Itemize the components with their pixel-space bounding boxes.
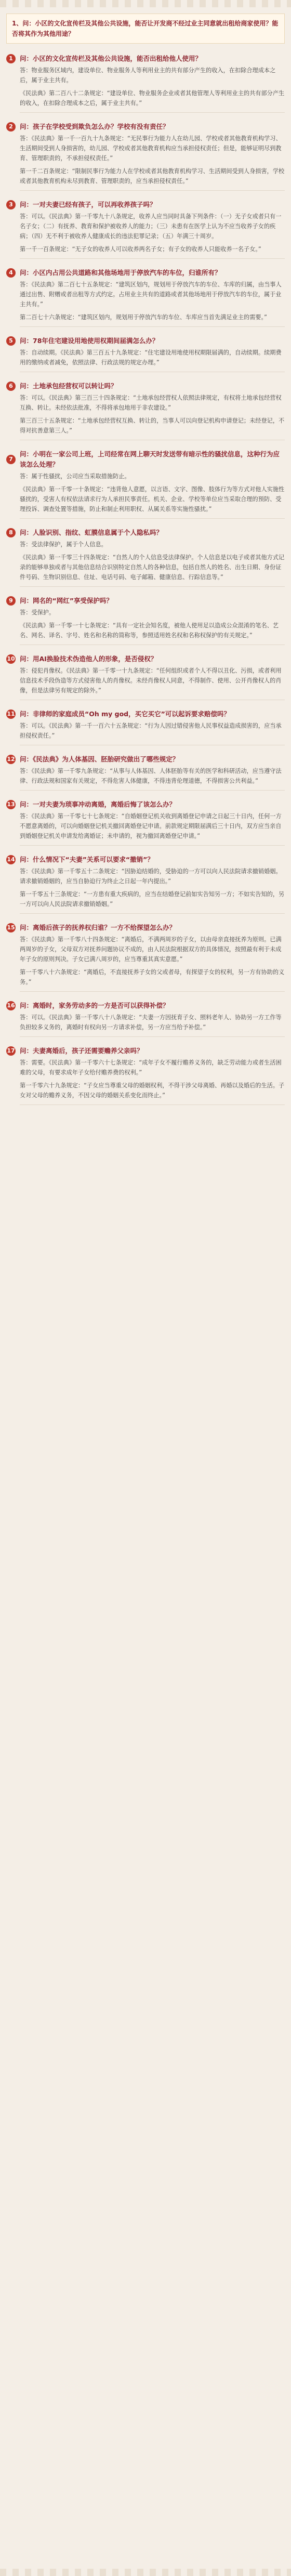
answer-paragraph: 第二百七十六条规定：“建筑区划内，规划用于停放汽车的车位、车库应当首先满足业主的需要。”: [20, 314, 267, 321]
intro-text: 1、问：小区的文化宣传栏及其他公共设施，能否让开发商不经过业主同意就出租给商家使用？能否将其作为其他用途？: [12, 20, 279, 37]
question-text: 问：78年住宅建设用地使用权期间届满怎么办？: [20, 337, 159, 345]
question: [6, 379, 285, 393]
question-text: 问：孩子在学校受到欺负怎么办？学校有没有责任？: [20, 123, 169, 130]
question-number: 16: [6, 1001, 16, 1010]
answer-paragraph: 第一千一百条规定：“无子女的收养人可以收养两名子女；有子女的收养人只能收养一名子女。”: [20, 246, 261, 253]
question-text: 问：土地承包经营权可以转让吗？: [20, 382, 117, 390]
qa-item: [6, 120, 285, 191]
answer: [20, 280, 285, 322]
qa-item: [6, 379, 285, 440]
question-number: 2: [6, 122, 16, 132]
qa-item: [6, 652, 285, 700]
question-number: 1: [6, 54, 16, 63]
answer: [20, 1058, 285, 1100]
question: [6, 798, 285, 811]
question-number: 3: [6, 200, 16, 209]
divider: [20, 845, 285, 846]
answer-paragraph: 答：属于性骚扰，公司应当采取措施防止。: [20, 473, 130, 480]
top-border: [0, 0, 291, 7]
question-text: 问：什么情况下“夫妻”关系可以要求“撤销”？: [20, 856, 154, 863]
question: [6, 753, 285, 766]
answer-paragraph: 第三百三十五条规定：“土地承包经营权互换、转让的，当事人可以向登记机构申请登记；未经登记，不得对抗善意第三人。”: [20, 417, 285, 434]
answer-paragraph: 《民法典》第一千零三十四条规定：“自然人的个人信息受法律保护。个人信息是以电子或者其他方式记录的能够单独或者与其他信息结合识别特定自然人的各种信息，包括自然人的姓名、出生日期、身份证件号码、生物识别信息、住址、电话号码、电子邮箱、健康信息、行踪信息等。”: [20, 554, 285, 581]
qa-item: [6, 52, 285, 113]
question-number: 9: [6, 596, 16, 606]
answer-paragraph: 答：可以。《民法典》第一千零八十八条规定：“夫妻一方因抚育子女、照料老年人、协助另一方工作等负担较多义务的，离婚时有权向另一方请求补偿，另一方应当给予补偿。”: [20, 1014, 282, 1031]
qa-item: [6, 526, 285, 587]
qa-list: [6, 52, 285, 1105]
question-text: 问：小明在一家公司上班，上司经常在网上聊天时发送带有暗示性的骚扰信息，这种行为应该怎么处理？: [20, 450, 280, 468]
answer: [20, 1013, 285, 1032]
answer: [20, 666, 285, 695]
qa-item: [6, 753, 285, 791]
question-number: 17: [6, 1046, 16, 1056]
question: [6, 999, 285, 1013]
answer: [20, 393, 285, 436]
question-text: 问：夫妻离婚后，孩子还需要赡养父亲吗？: [20, 1047, 143, 1055]
answer-paragraph: 答：《民法典》第二百七十五条规定：“建筑区划内，规划用于停放汽车的车位、车库的归属，由当事人通过出售、附赠或者出租等方式约定。占用业主共有的道路或者其他场地用于停放汽车的车位，属于业主共有。”: [20, 281, 282, 308]
qa-item: [6, 198, 285, 259]
qa-item: [6, 707, 285, 745]
answer-paragraph: 答：《民法典》第一千零七十七条规定：“自婚姻登记机关收到离婚登记申请之日起三十日内，任何一方不愿意离婚的，可以向婚姻登记机关撤回离婚登记申请。前款规定期限届满后三十日内，双方应当亲自到婚姻登记机关申请发给离婚证；未申请的，视为撤回离婚登记申请。”: [20, 813, 282, 839]
question-text: 问：非律师的家庭成员“Oh my god，买它买它”可以起诉要求赔偿吗？: [20, 710, 230, 718]
answer: [20, 65, 285, 108]
question-number: 6: [6, 382, 16, 391]
question-text: 问：一对夫妻已经有孩子，可以再收养孩子吗？: [20, 201, 156, 208]
answer-paragraph: 第一千二百条规定：“限制民事行为能力人在学校或者其他教育机构学习、生活期间受到人身损害，学校或者其他教育机构未尽到教育、管理职责的，应当承担侵权责任。”: [20, 168, 285, 185]
qa-item: [6, 853, 285, 914]
question: [6, 52, 285, 65]
question-number: 12: [6, 755, 16, 764]
qa-item: [6, 448, 285, 519]
question-text: 问：小区的文化宣传栏及其他公共设施，能否出租给他人使用？: [20, 55, 202, 62]
question-text: 问：网名的“网红”享受保护吗？: [20, 597, 113, 604]
answer-paragraph: 答：侵犯肖像权。《民法典》第一千零一十九条规定：“任何组织或者个人不得以丑化、污损，或者利用信息技术手段伪造等方式侵害他人的肖像权。未经肖像权人同意，不得制作、使用、公开肖像权人的肖像，但是法律另有规定的除外。”: [20, 667, 282, 694]
divider: [20, 790, 285, 791]
intro-banner: [6, 14, 285, 44]
answer: [20, 935, 285, 987]
question: [6, 334, 285, 348]
answer: [20, 766, 285, 786]
answer: [20, 866, 285, 909]
answer-paragraph: 第一千零六十九条规定：“子女应当尊重父母的婚姻权利，不得干涉父母离婚、再婚以及婚后的生活。子女对父母的赡养义务，不因父母的婚姻关系变化而终止。”: [20, 1082, 285, 1099]
answer: [20, 608, 285, 640]
answer-paragraph: 答：物业服务区域内，建设单位、物业服务人等利用业主的共有部分产生的收入，在扣除合理成本之后，属于业主共有。: [20, 67, 276, 84]
qa-item: [6, 594, 285, 645]
question: [6, 594, 285, 608]
question-number: 4: [6, 268, 16, 278]
question-number: 5: [6, 336, 16, 346]
question-number: 15: [6, 923, 16, 932]
answer-paragraph: 答：《民法典》第一千零五十二条规定：“因胁迫结婚的，受胁迫的一方可以向人民法院请求撤销婚姻。请求撤销婚姻的，应当自胁迫行为终止之日起一年内提出。”: [20, 868, 282, 885]
answer-paragraph: 答：受保护。: [20, 609, 55, 616]
answer-paragraph: 答：可以。《民法典》第一千一百六十五条规定：“行为人因过错侵害他人民事权益造成损害的，应当承担侵权责任。”: [20, 722, 282, 739]
question: [6, 198, 285, 212]
qa-item: [6, 999, 285, 1037]
question-text: 问：人脸识别、指纹、虹膜信息属于个人隐私吗？: [20, 529, 163, 536]
question: [6, 526, 285, 540]
answer-paragraph: 答：可以。《民法典》第三百三十四条规定：“土地承包经营权人依照法律规定，有权将土地承包经营权互换、转让。未经依法批准，不得将承包地用于非农建设。”: [20, 395, 282, 411]
qa-item: [6, 334, 285, 372]
question-number: 8: [6, 528, 16, 537]
question: [6, 707, 285, 721]
question-number: 10: [6, 654, 16, 664]
answer: [20, 212, 285, 254]
question: [6, 1044, 285, 1058]
question: [6, 266, 285, 280]
answer: [20, 348, 285, 367]
answer-paragraph: 答：需要。《民法典》第一千零六十七条规定：“成年子女不履行赡养义务的，缺乏劳动能力或者生活困难的父母，有要求成年子女给付赡养费的权利。”: [20, 1059, 282, 1076]
divider: [20, 991, 285, 992]
answer-paragraph: 答：《民法典》第一千一百九十九条规定：“无民事行为能力人在幼儿园、学校或者其他教育机构学习、生活期间受到人身损害的，幼儿园、学校或者其他教育机构应当承担侵权责任；但是，能够证明尽到教育、管理职责的，不承担侵权责任。”: [20, 135, 282, 162]
answer-paragraph: 答：受法律保护，属于个人信息。: [20, 541, 107, 548]
qa-item: [6, 266, 285, 327]
answer: [20, 134, 285, 186]
divider: [20, 258, 285, 259]
bottom-border: [0, 2569, 291, 2576]
question-text: 问：小区内占用公共道路和其他场地用于停放汽车的车位，归谁所有？: [20, 269, 221, 277]
qa-item: [6, 798, 285, 846]
question: [6, 921, 285, 935]
qa-item: [6, 1044, 285, 1105]
question: [6, 652, 285, 666]
divider: [20, 1036, 285, 1037]
question-number: 11: [6, 709, 16, 719]
answer-paragraph: 答：自动续期。《民法典》第三百五十九条规定：“住宅建设用地使用权期限届满的，自动续期。续期费用的缴纳或者减免，依照法律、行政法规的规定办理。”: [20, 349, 282, 366]
question-number: 7: [6, 455, 16, 464]
content: [6, 11, 285, 2565]
answer-paragraph: 答：《民法典》第一千零八十四条规定：“离婚后，不满两周岁的子女，以由母亲直接抚养为原则。已满两周岁的子女，父母双方对抚养问题协议不成的，由人民法院根据双方的具体情况，按照最有利于未成年子女的原则判决。子女已满八周岁的，应当尊重其真实意愿。”: [20, 936, 282, 963]
answer-paragraph: 《民法典》第一千零一十条规定：“违背他人意愿，以言语、文字、图像、肢体行为等方式对他人实施性骚扰的，受害人有权依法请求行为人承担民事责任。机关、企业、学校等单位应当采取合理的预防、受理投诉、调查处置等措施，防止和制止利用职权、从属关系等实施性骚扰。”: [20, 486, 285, 512]
divider: [20, 586, 285, 587]
question-text: 问：用AI换脸技术伪造他人的形象，是否侵权？: [20, 655, 157, 663]
answer-paragraph: 《民法典》第一千零一十七条规定：“具有一定社会知名度，被他人使用足以造成公众混淆的笔名、艺名、网名、译名、字号、姓名和名称的简称等，参照适用姓名权和名称权保护的有关规定。”: [20, 622, 279, 639]
question-text: 问：离婚后孩子的抚养权归谁？一方不给探望怎么办？: [20, 924, 176, 931]
divider: [20, 112, 285, 113]
qa-item: [6, 921, 285, 992]
question-number: 14: [6, 855, 16, 864]
answer: [20, 471, 285, 514]
question-number: 13: [6, 800, 16, 809]
answer-paragraph: 第一千零八十六条规定：“离婚后，不直接抚养子女的父或者母，有探望子女的权利，另一方有协助的义务。”: [20, 969, 285, 985]
question: [6, 853, 285, 866]
divider: [20, 518, 285, 519]
answer-paragraph: 第一千零五十三条规定：“一方患有重大疾病的，应当在结婚登记前如实告知另一方；不如实告知的，另一方可以向人民法院请求撤销婚姻。”: [20, 891, 285, 908]
answer: [20, 721, 285, 741]
answer-paragraph: 答：《民法典》第一千零九条规定：“从事与人体基因、人体胚胎等有关的医学和科研活动，应当遵守法律、行政法规和国家有关规定，不得危害人体健康，不得违背伦理道德，不得损害公共利益。”: [20, 768, 282, 784]
question-text: 问：离婚时，家务劳动多的一方是否可以获得补偿？: [20, 1002, 169, 1009]
question-text: 问：一对夫妻为琐事冲动离婚，离婚后悔了该怎么办？: [20, 800, 176, 808]
answer: [20, 811, 285, 841]
answer: [20, 540, 285, 582]
divider: [20, 190, 285, 191]
divider: [20, 326, 285, 327]
answer-paragraph: 《民法典》第二百八十二条规定：“建设单位、物业服务企业或者其他管理人等利用业主的共有部分产生的收入，在扣除合理成本之后，属于业主共有。”: [20, 90, 285, 107]
question: [6, 448, 285, 471]
question: [6, 120, 285, 134]
answer-paragraph: 答：可以。《民法典》第一千零九十八条规定，收养人应当同时具备下列条件：（一）无子女或者只有一名子女；（二）有抚养、教育和保护被收养人的能力；（三）未患有在医学上认为不应当收养子女的疾病；（四）无不利于被收养人健康成长的违法犯罪记录；（五）年满三十周岁。: [20, 213, 282, 240]
question-text: 问：《民法典》为人体基因、胚胎研究做出了哪些规定？: [20, 755, 179, 763]
divider: [20, 913, 285, 914]
